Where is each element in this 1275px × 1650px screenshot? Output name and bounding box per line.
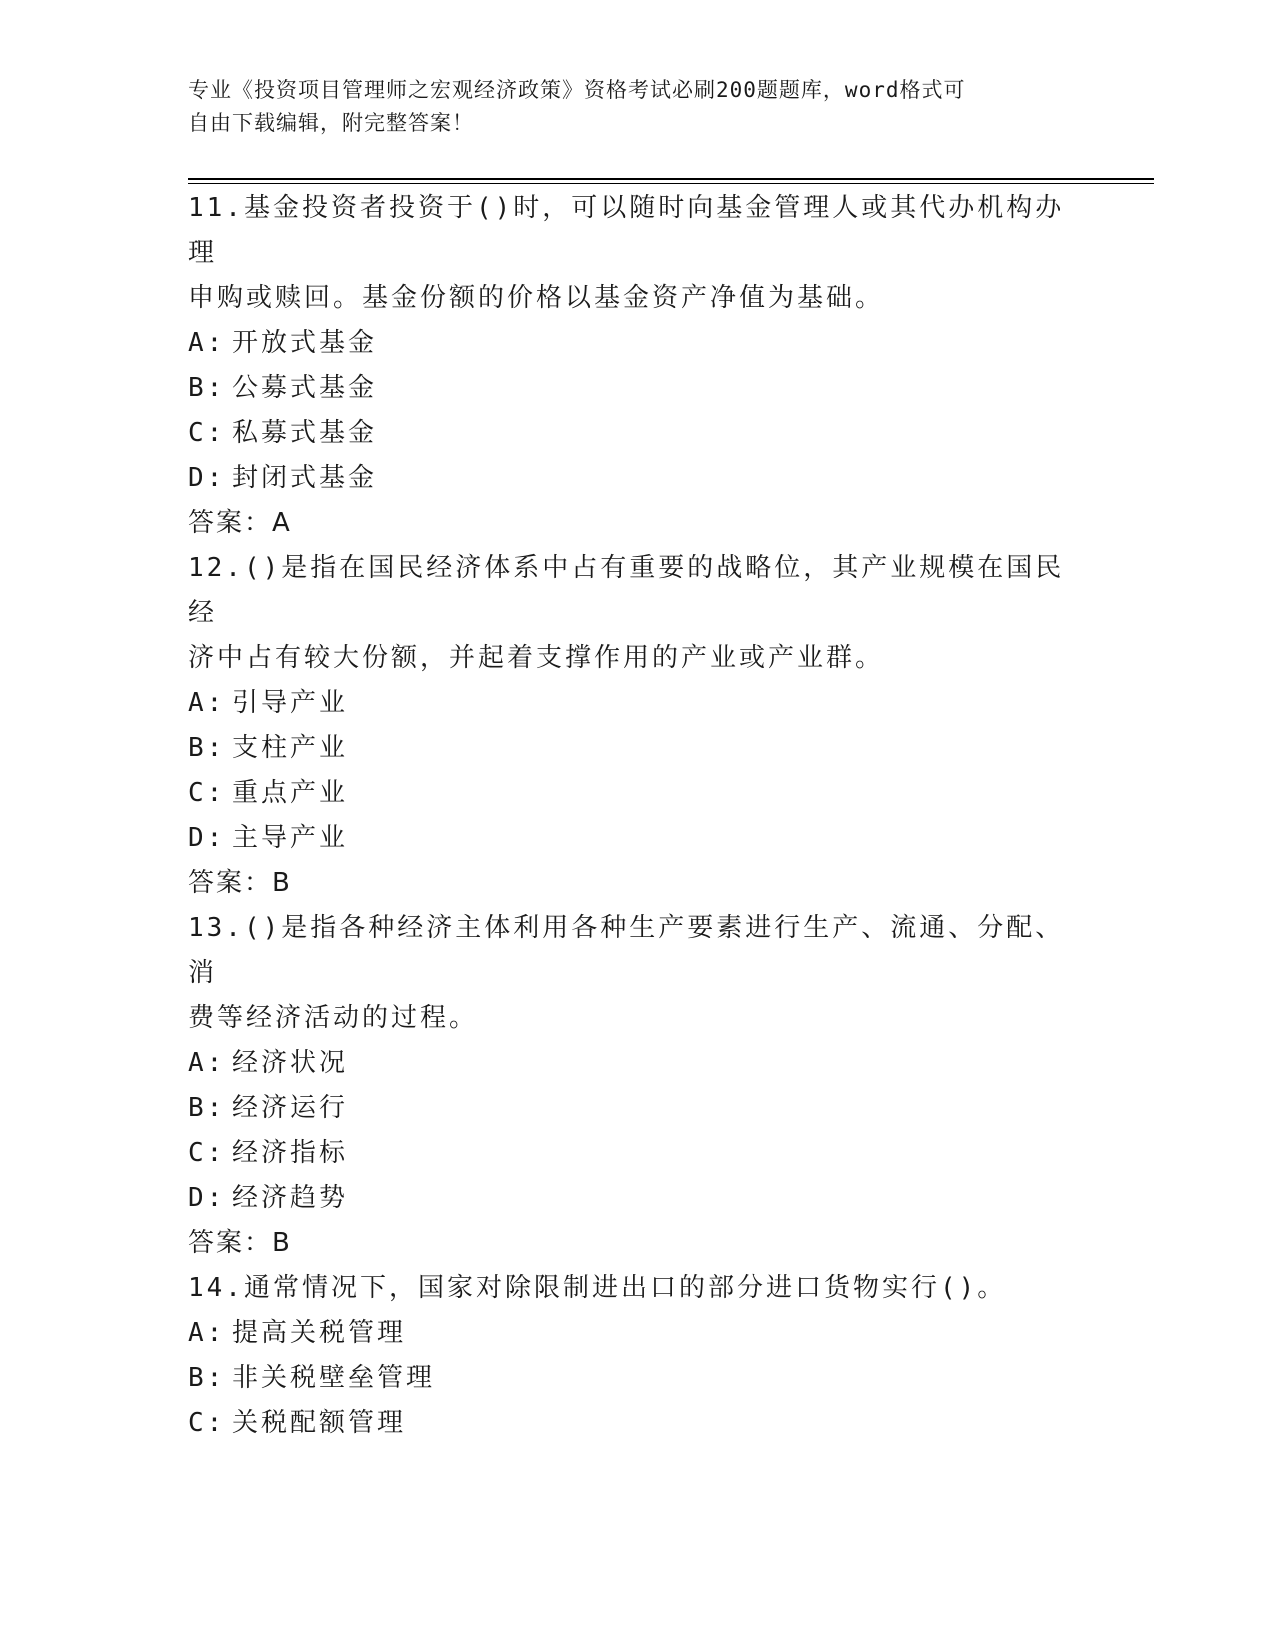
document-header (188, 74, 1088, 140)
question-13 (188, 906, 1088, 1266)
question-stem-line: 12.()是指在国民经济体系中占有重要的战略位，其产业规模在国民经 (188, 553, 1065, 628)
option-c (188, 771, 1088, 816)
option-text: 提高关税管理 (232, 1318, 407, 1348)
option-text: 封闭式基金 (232, 463, 378, 493)
option-text: 经济指标 (232, 1138, 349, 1168)
question-14 (188, 1266, 1088, 1446)
option-key: A: (188, 1048, 226, 1078)
option-text: 经济状况 (232, 1048, 349, 1078)
question-stem-line: 14.通常情况下，国家对除限制进出口的部分进口货物实行()。 (188, 1273, 1007, 1303)
option-text: 开放式基金 (232, 328, 378, 358)
option-a (188, 321, 1088, 366)
option-key: D: (188, 1183, 226, 1213)
option-b (188, 1356, 1088, 1401)
option-text: 非关税壁垒管理 (232, 1363, 436, 1393)
option-b (188, 726, 1088, 771)
option-text: 主导产业 (232, 823, 349, 853)
option-a (188, 1311, 1088, 1356)
header-rule-thick (188, 178, 1154, 180)
option-c (188, 411, 1088, 456)
header-line-1: 专业《投资项目管理师之宏观经济政策》资格考试必刷200题题库，word格式可 (188, 78, 966, 102)
option-text: 公募式基金 (232, 373, 378, 403)
option-a (188, 681, 1088, 726)
option-c (188, 1131, 1088, 1176)
option-b (188, 1086, 1088, 1131)
option-key: C: (188, 418, 226, 448)
option-key: A: (188, 1318, 226, 1348)
question-stem-line: 13.()是指各种经济主体利用各种生产要素进行生产、流通、分配、消 (188, 913, 1065, 988)
option-key: B: (188, 1093, 226, 1123)
option-key: B: (188, 373, 226, 403)
option-d (188, 1176, 1088, 1221)
question-stem-line: 申购或赎回。基金份额的价格以基金资产净值为基础。 (188, 283, 885, 313)
answer-line: 答案：B (188, 868, 292, 898)
option-key: C: (188, 1138, 226, 1168)
answer-line: 答案：B (188, 1228, 292, 1258)
option-text: 私募式基金 (232, 418, 378, 448)
option-d (188, 456, 1088, 501)
option-key: A: (188, 688, 226, 718)
option-b (188, 366, 1088, 411)
answer-line: 答案：A (188, 508, 292, 538)
option-c (188, 1401, 1088, 1446)
question-stem-line: 济中占有较大份额，并起着支撑作用的产业或产业群。 (188, 643, 885, 673)
header-rule-thin (188, 183, 1154, 184)
option-text: 经济运行 (232, 1093, 349, 1123)
option-text: 重点产业 (232, 778, 349, 808)
option-key: A: (188, 328, 226, 358)
option-text: 支柱产业 (232, 733, 349, 763)
option-text: 经济趋势 (232, 1183, 349, 1213)
option-text: 引导产业 (232, 688, 349, 718)
option-a (188, 1041, 1088, 1086)
question-12 (188, 546, 1088, 906)
option-key: D: (188, 463, 226, 493)
question-stem-line: 费等经济活动的过程。 (188, 1003, 479, 1033)
option-key: B: (188, 733, 226, 763)
question-11 (188, 186, 1088, 546)
question-stem-line: 11.基金投资者投资于()时，可以随时向基金管理人或其代办机构办理 (188, 193, 1065, 268)
option-key: B: (188, 1363, 226, 1393)
option-key: D: (188, 823, 226, 853)
option-d (188, 816, 1088, 861)
option-text: 关税配额管理 (232, 1408, 407, 1438)
header-line-2: 自由下载编辑，附完整答案！ (188, 111, 474, 135)
option-key: C: (188, 778, 226, 808)
option-key: C: (188, 1408, 226, 1438)
